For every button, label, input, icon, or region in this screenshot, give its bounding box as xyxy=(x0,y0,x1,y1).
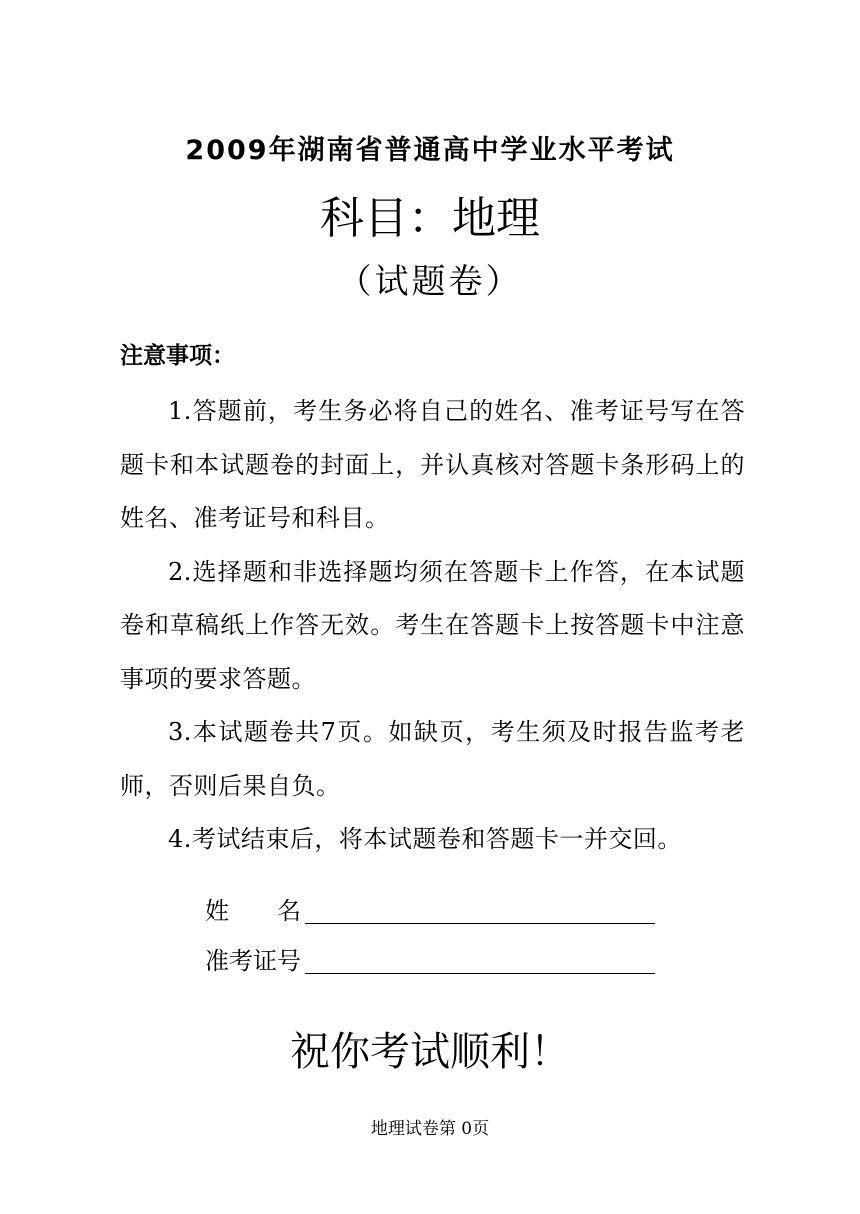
good-luck-message: 祝你考试顺利！ xyxy=(290,1029,570,1075)
paper-type-label: （试题卷） xyxy=(337,262,523,302)
exam-number-field-blank xyxy=(305,945,655,974)
notes-section xyxy=(120,338,745,867)
name-field-row xyxy=(205,876,665,926)
notes-list xyxy=(120,385,745,867)
page-footer: 地理试卷第 0页 xyxy=(370,1119,490,1139)
subject-title: 科目：地理 xyxy=(320,193,540,244)
name-field-blank xyxy=(305,895,655,924)
exam-number-field-row xyxy=(205,926,665,976)
exam-title: 2009年湖南省普通高中学业水平考试 xyxy=(185,135,675,166)
note-item-3: 3.本试题卷共7页。如缺页，考生须及时报告监考老师，否则后果自负。 xyxy=(120,718,745,800)
note-item-1: 1.答题前，考生务必将自己的姓名、准考证号写在答题卡和本试题卷的封面上，并认真核对答题卡条形码上的姓名、准考证号和科目。 xyxy=(120,397,745,532)
candidate-info-fields xyxy=(205,876,665,976)
exam-number-field-label: 准考证号 xyxy=(205,947,301,975)
note-item-2: 2.选择题和非选择题均须在答题卡上作答，在本试题卷和草稿纸上作答无效。考生在答题卡上按答题卡中注意事项的要求答题。 xyxy=(120,557,745,693)
note-item-4: 4.考试结束后，将本试题卷和答题卡一并交回。 xyxy=(168,825,682,853)
notes-heading: 注意事项： xyxy=(120,343,235,369)
name-field-label: 姓 名 xyxy=(205,897,301,925)
